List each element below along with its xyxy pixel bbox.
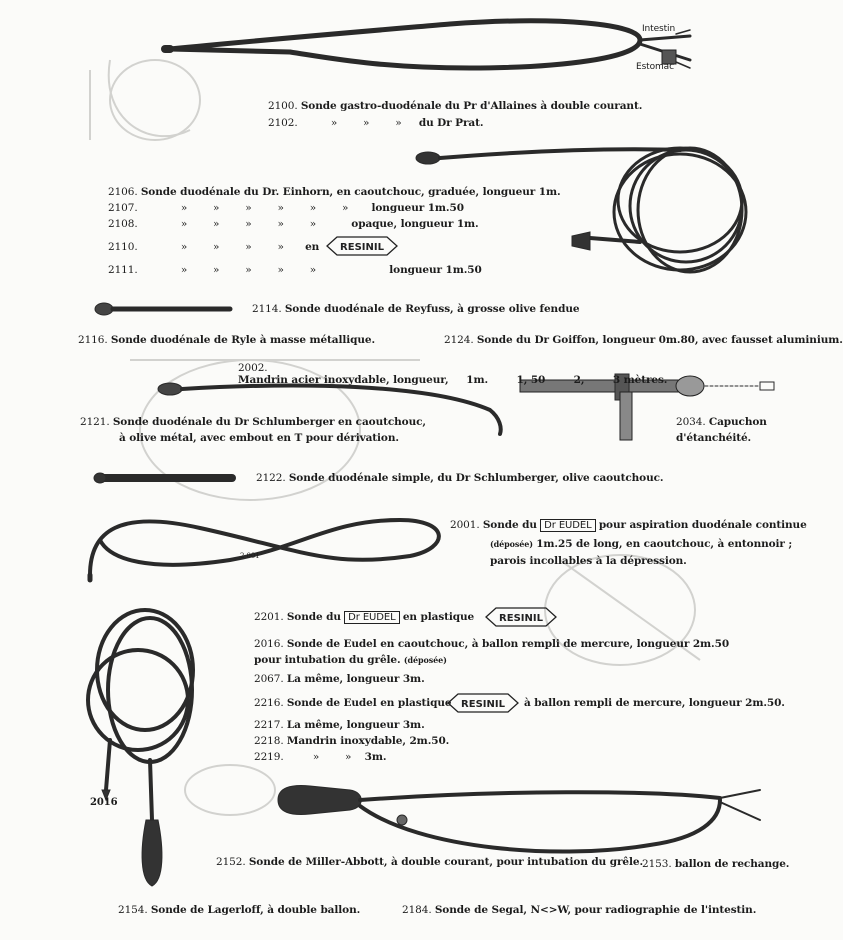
fig-label-2001: 2 001 [240, 552, 260, 560]
entry-number: 2016. [254, 638, 284, 650]
entry-text: Mandrin inoxydable, 2m.50. [286, 735, 450, 747]
entry-number: 2116. [78, 334, 108, 346]
entry-number: 2184. [402, 904, 432, 916]
entry-number: 2216. [254, 697, 284, 709]
resinil-logo [325, 235, 399, 257]
entry-2216 [254, 697, 452, 709]
entry-2016-line2 [254, 654, 447, 666]
ditto-marks: » » » » » » [180, 202, 349, 214]
entry-number: 2201. [254, 611, 284, 623]
entry-text: opaque, longueur 1m. [351, 218, 479, 230]
entry-number: 2111. [108, 264, 138, 276]
entry-number: 2001. [450, 519, 480, 531]
entry-text: Sonde de Eudel en caoutchouc, à ballon rempli de mercure, longueur 2m.50 [286, 638, 730, 650]
entry-text: Capuchon [708, 416, 767, 428]
eudel-box-label: Dr EUDEL [540, 519, 595, 532]
ditto-marks: » » » [330, 117, 402, 129]
tube-2001 [90, 520, 439, 580]
entry-text: Mandrin acier inoxydable, longueur, 1m. 1, 50 2, 3 mètres. [237, 374, 668, 386]
ditto-marks: » » » » [180, 241, 284, 253]
entry-2034 [676, 416, 767, 428]
tube-2106 [416, 148, 746, 272]
entry-text: Sonde gastro-duodénale du Pr d'Allaines à double courant. [300, 100, 643, 112]
entry-text: Sonde de Lagerloff, à double ballon. [150, 904, 361, 916]
entry-number: 2100. [268, 100, 298, 112]
entry-text: en plastique [402, 611, 475, 623]
entry-text: pour aspiration duodénale continue [598, 519, 807, 531]
entry-number: 2034. [676, 416, 706, 428]
entry-2102 [268, 117, 483, 129]
entry-text: Sonde duodénale du Dr. Einhorn, en caoutchouc, graduée, longueur 1m. [140, 186, 561, 198]
deposee-mark: (déposée) [490, 539, 533, 549]
entry-2106 [108, 186, 561, 198]
entry-2116 [78, 334, 375, 346]
entry-2122 [256, 472, 663, 484]
entry-2154 [118, 904, 360, 916]
svg-text:RESINIL: RESINIL [499, 613, 543, 624]
entry-number: 2002. [237, 362, 268, 374]
entry-number: 2121. [80, 416, 110, 428]
entry-text: longueur 1m.50 [371, 202, 464, 214]
entry-number: 2154. [118, 904, 148, 916]
entry-number: 2102. [268, 117, 298, 129]
deposee-mark: (déposée) [403, 655, 447, 665]
entry-2153 [642, 858, 789, 870]
entry-2219 [254, 751, 386, 763]
entry-number: 2217. [254, 719, 284, 731]
entry-2067 [254, 673, 425, 685]
entry-2114 [252, 303, 579, 315]
entry-text: Sonde du Dr Goiffon, longueur 0m.80, avec fausset aluminium. [476, 334, 843, 346]
entry-number: 2107. [108, 202, 138, 214]
entry-2184 [402, 904, 756, 916]
tube-2016 [88, 610, 193, 886]
entry-text: Sonde de Segal, N<>W, pour radiographie de l'intestin. [434, 904, 757, 916]
label-intestin: Intestin [642, 24, 676, 34]
resinil-logo [484, 606, 558, 628]
entry-text: en [305, 241, 320, 253]
entry-2002 [225, 350, 667, 398]
entry-text: Sonde de Eudel en plastique [286, 697, 452, 709]
entry-number: 2219. [254, 751, 284, 763]
entry-text: Sonde duodénale de Reyfuss, à grosse olive fendue [284, 303, 580, 315]
ditto-marks: » » [312, 751, 352, 763]
entry-2016 [254, 638, 729, 650]
entry-number: 2152. [216, 856, 246, 868]
entry-2152 [216, 856, 643, 868]
entry-text: Sonde duodénale du Dr Schlumberger en caoutchouc, [112, 416, 426, 428]
entry-number: 2218. [254, 735, 284, 747]
entry-2217 [254, 719, 425, 731]
entry-number: 2067. [254, 673, 284, 685]
entry-text: du Dr Prat. [418, 117, 484, 129]
entry-text: La même, longueur 3m. [286, 719, 425, 731]
label-estomac: Estomac [636, 62, 674, 72]
svg-text:RESINIL: RESINIL [461, 699, 505, 710]
entry-2107 [108, 202, 464, 214]
entry-2121 [80, 416, 426, 428]
entry-number: 2122. [256, 472, 286, 484]
fig-label-2016: 2016 [90, 797, 118, 808]
entry-text: Sonde duodénale de Ryle à masse métallique. [110, 334, 376, 346]
entry-2216-cont: à ballon rempli de mercure, longueur 2m.50. [524, 697, 785, 709]
entry-text: pour intubation du grêle. [254, 654, 401, 666]
entry-text: Sonde duodénale simple, du Dr Schlumberger, olive caoutchouc. [288, 472, 664, 484]
entry-text: ballon de rechange. [674, 858, 790, 870]
entry-2110 [108, 241, 319, 253]
entry-2201 [254, 611, 474, 623]
entry-number: 2124. [444, 334, 474, 346]
entry-2001-line3: parois incollables à la dépression. [490, 555, 687, 567]
entry-2001 [450, 519, 807, 531]
tube-2122 [94, 473, 232, 483]
entry-text: 3m. [364, 751, 387, 763]
entry-2108 [108, 218, 479, 230]
tube-2152 [278, 786, 760, 852]
entry-text: La même, longueur 3m. [286, 673, 425, 685]
entry-2218 [254, 735, 449, 747]
entry-text: Sonde de Miller-Abbott, à double courant, pour intubation du grêle. [248, 856, 644, 868]
entry-2034-line2: d'étanchéité. [676, 432, 752, 444]
entry-prefix: Sonde du [482, 519, 537, 531]
entry-prefix: Sonde du [286, 611, 341, 623]
resinil-logo [446, 692, 520, 714]
ditto-marks: » » » » » [180, 218, 317, 230]
tube-2114 [95, 303, 230, 315]
entry-text: 1m.25 de long, en caoutchouc, à entonnoir ; [536, 538, 793, 550]
ditto-marks: » » » » » [180, 264, 317, 276]
entry-2001-line2 [490, 538, 792, 550]
entry-number: 2114. [252, 303, 282, 315]
entry-number: 2110. [108, 241, 138, 253]
entry-2124 [444, 334, 843, 346]
entry-text: longueur 1m.50 [389, 264, 482, 276]
tube-2100 [165, 21, 690, 68]
entry-number: 2106. [108, 186, 138, 198]
entry-number: 2153. [642, 858, 672, 870]
eudel-box-label: Dr EUDEL [344, 611, 399, 624]
svg-text:RESINIL: RESINIL [340, 242, 384, 253]
entry-2100 [268, 100, 642, 112]
entry-2111 [108, 264, 482, 276]
entry-number: 2108. [108, 218, 138, 230]
entry-2121-line2: à olive métal, avec embout en T pour dérivation. [119, 432, 399, 444]
